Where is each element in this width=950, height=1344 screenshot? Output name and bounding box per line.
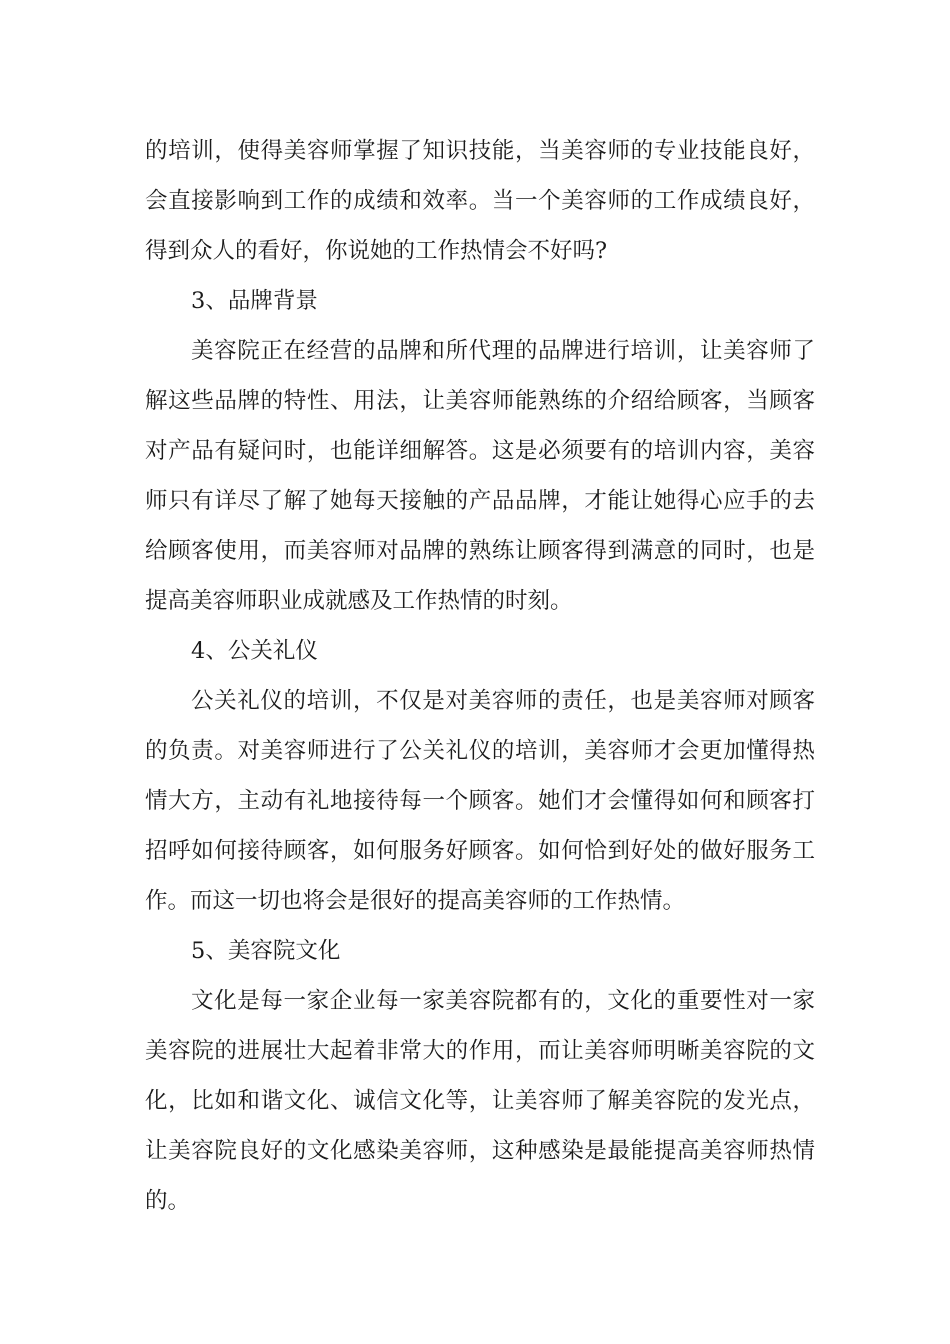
paragraph-line: 美容院的进展壮大起着非常大的作用，而让美容师明晰美容院的文 (145, 1038, 815, 1064)
paragraph-line: 提高美容师职业成就感及工作热情的时刻。 (145, 588, 573, 614)
paragraph-line: 作。而这一切也将会是很好的提高美容师的工作热情。 (145, 888, 686, 914)
paragraph-line: 的培训，使得美容师掌握了知识技能，当美容师的专业技能良好， (145, 138, 815, 164)
paragraph-line: 化，比如和谐文化、诚信文化等，让美容师了解美容院的发光点， (145, 1088, 815, 1114)
paragraph-line: 美容院正在经营的品牌和所代理的品牌进行培训，让美容师了 (191, 338, 815, 364)
paragraph-line: 让美容院良好的文化感染美容师，这种感染是最能提高美容师热情 (145, 1138, 815, 1164)
paragraph-line: 的负责。对美容师进行了公关礼仪的培训，美容师才会更加懂得热 (145, 738, 815, 764)
paragraph-line: 解这些品牌的特性、用法，让美容师能熟练的介绍给顾客，当顾客 (145, 388, 815, 414)
paragraph-line: 对产品有疑问时，也能详细解答。这是必须要有的培训内容，美容 (145, 438, 815, 464)
paragraph-line: 给顾客使用，而美容师对品牌的熟练让顾客得到满意的同时，也是 (145, 538, 815, 564)
section-heading-salon-culture: 5、美容院文化 (191, 938, 341, 964)
paragraph-line: 的。 (145, 1188, 191, 1214)
paragraph-line: 师只有详尽了解了她每天接触的产品品牌，才能让她得心应手的去 (145, 488, 815, 514)
section-heading-brand-background: 3、品牌背景 (191, 288, 318, 314)
paragraph-line: 情大方，主动有礼地接待每一个顾客。她们才会懂得如何和顾客打 (145, 788, 815, 814)
paragraph-line: 公关礼仪的培训，不仅是对美容师的责任，也是美容师对顾客 (191, 688, 815, 714)
paragraph-line: 会直接影响到工作的成绩和效率。当一个美容师的工作成绩良好， (145, 188, 815, 214)
paragraph-line: 招呼如何接待顾客，如何服务好顾客。如何恰到好处的做好服务工 (145, 838, 815, 864)
section-heading-public-relations-etiquette: 4、公关礼仪 (191, 638, 318, 664)
paragraph-line: 文化是每一家企业每一家美容院都有的，文化的重要性对一家 (191, 988, 815, 1014)
paragraph-line: 得到众人的看好，你说她的工作热情会不好吗? (145, 238, 608, 264)
